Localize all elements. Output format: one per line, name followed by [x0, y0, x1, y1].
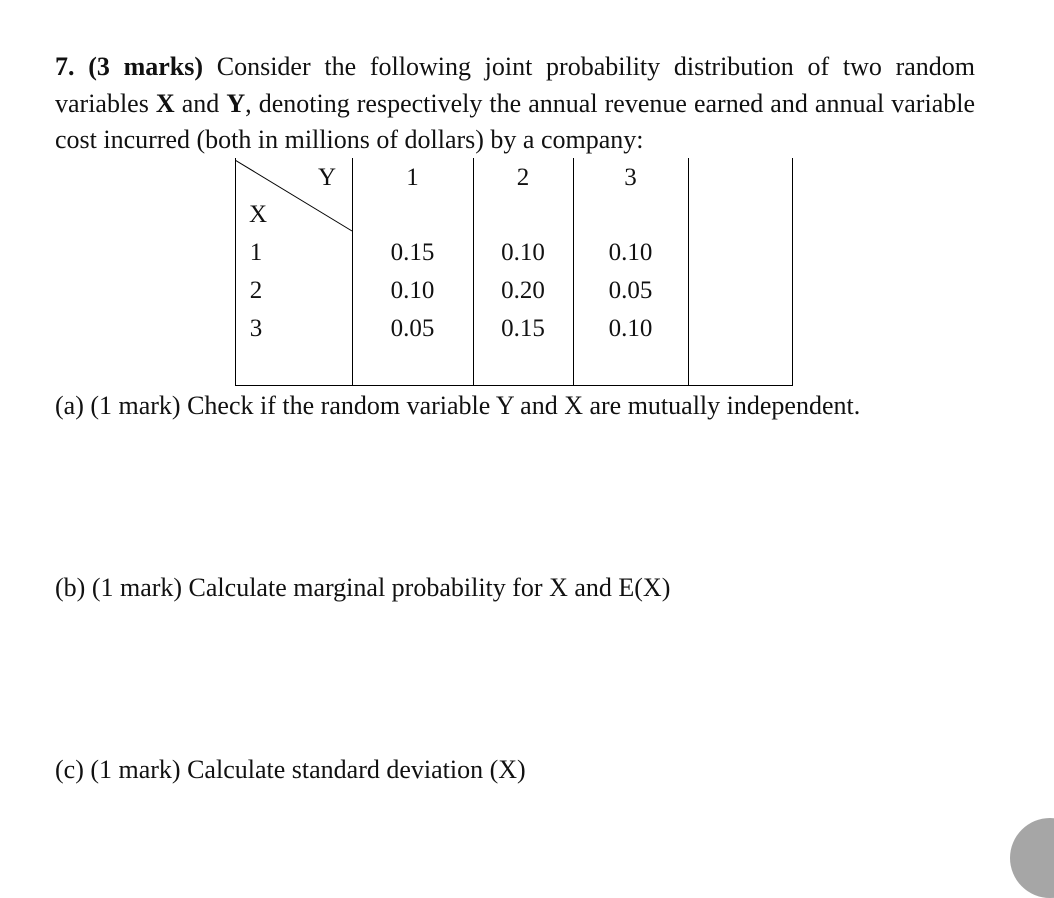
intro-text-post: , denoting respectively the annual revenue earned and annual variable cost incurred (both in millions of dollars) by a company: [55, 88, 975, 154]
row-label: 2 [249, 277, 263, 304]
question-marks: (3 marks) [88, 52, 204, 81]
row-label: 3 [249, 315, 263, 342]
table-cell: 0.10 [608, 239, 653, 266]
intro-and: and [181, 88, 220, 118]
part-c: (c) (1 mark) Calculate standard deviation (X) [55, 755, 526, 784]
table-right-border [792, 158, 793, 386]
table-cell: 0.05 [608, 277, 653, 304]
table-cell: 0.15 [501, 315, 545, 342]
variable-x: X [155, 88, 175, 118]
column-variable-label: Y [317, 164, 337, 191]
corner-scroll-button[interactable] [1010, 818, 1054, 898]
row-label: 1 [249, 239, 263, 266]
column-header: 3 [624, 164, 637, 191]
variable-y: Y [226, 88, 246, 118]
column-header: 1 [406, 164, 419, 191]
intro-text-pre: Consider the following joint probability distribution of two random variables [55, 52, 975, 118]
table-cell: 0.20 [501, 277, 545, 304]
table-divider [688, 158, 689, 386]
table-cell: 0.10 [608, 315, 653, 342]
column-header: 2 [516, 164, 530, 191]
part-b: (b) (1 mark) Calculate marginal probability for X and E(X) [55, 573, 671, 602]
table-bottom-border [235, 385, 793, 386]
part-a: (a) (1 mark) Check if the random variable Y and X are mutually independent. [55, 391, 861, 420]
table-cell: 0.15 [390, 239, 435, 266]
joint-probability-table [235, 158, 793, 386]
table-cell: 0.05 [390, 315, 435, 342]
table-cell: 0.10 [501, 239, 545, 266]
question-intro [55, 49, 975, 159]
question-number: 7. [55, 52, 75, 81]
table-cell: 0.10 [390, 277, 435, 304]
row-variable-label: X [248, 201, 268, 228]
